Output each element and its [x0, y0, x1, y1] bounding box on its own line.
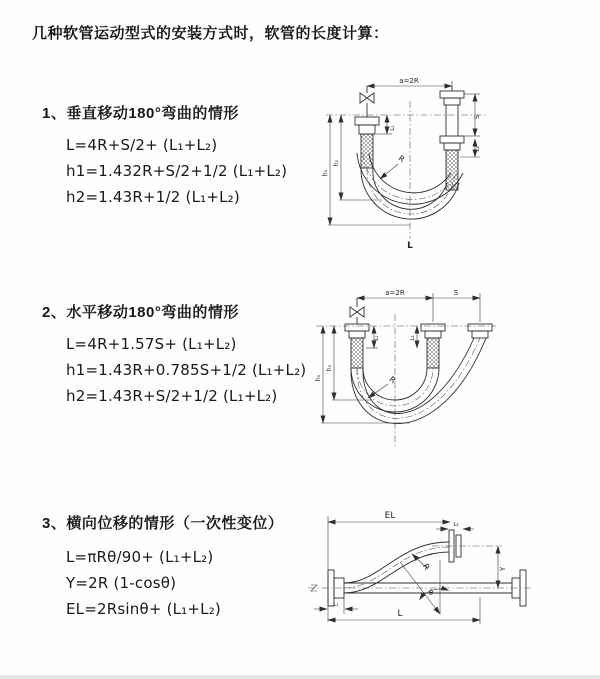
valve-icon: [360, 93, 374, 103]
radius-label: R: [387, 374, 398, 386]
section-lateral-displacement: [42, 512, 332, 622]
dim-label-h1: h₁: [315, 374, 322, 382]
valve-icon: [350, 307, 364, 317]
hose-u-position2: [351, 338, 486, 424]
right-pipe-flanges: [440, 86, 464, 190]
section-horizontal-180: [42, 301, 332, 409]
dim-label-h2: h₂: [326, 364, 333, 372]
radius-arrow: [368, 384, 388, 398]
section-vertical-180: [42, 102, 332, 210]
left-pipe-flange: [345, 324, 369, 368]
lateral-displacement-drawing: [300, 502, 600, 642]
horizontal-bend-drawing: [310, 286, 600, 454]
formula-L: L=4R+1.57S+ (L₁+L₂): [66, 335, 237, 353]
formula-L: L=4R+S/2+ (L₁+L₂): [66, 136, 218, 154]
dim-label-l1: L₁: [333, 602, 339, 608]
middle-pipe-flange: [421, 324, 445, 368]
dim-label-el: EL: [384, 511, 396, 521]
braided-hose-left: [351, 338, 363, 368]
s-curve-hose: [344, 542, 449, 593]
formula-EL: EL=2Rsinθ+ (L₁+L₂): [66, 600, 221, 618]
lateral-displacement-diagram: [300, 502, 600, 642]
vertical-bend-diagram: [310, 73, 600, 253]
horizontal-bend-diagram: [310, 286, 600, 454]
radius-label: R: [396, 153, 407, 165]
dim-label-l2: L₂: [410, 335, 416, 341]
dim-label-l2: L₂: [475, 146, 481, 152]
braided-hose-middle: [427, 338, 439, 368]
dim-label-span: a=2R: [399, 77, 419, 85]
length-label: L: [397, 609, 403, 619]
formula-h1: h1=1.43R+0.785S+1/2 (L₁+L₂): [66, 361, 307, 379]
section-3-heading: 3、横向位移的情形（一次性变位）: [42, 515, 284, 532]
formula-h1: h1=1.432R+S/2+1/2 (L₁+L₂): [66, 162, 288, 180]
formula-Y: Y=2R (1-cosθ): [66, 574, 177, 592]
dim-label-s: S: [453, 289, 459, 297]
length-label: L: [407, 241, 413, 251]
dim-label-h1: h₁: [322, 169, 329, 177]
dim-label-s: S: [473, 114, 481, 120]
radius-label: R: [420, 562, 432, 572]
formula-L: L=πRθ/90+ (L₁+L₂): [66, 548, 214, 566]
dim-label-l2: L₂: [453, 522, 459, 528]
formula-h2: h2=1.43R+S/2+1/2 (L₁+L₂): [66, 387, 278, 405]
dim-label-y: Y: [499, 566, 507, 572]
dim-label-l1: L₁: [374, 335, 380, 341]
dim-label-l1: L₁: [390, 125, 396, 131]
angle-label: θ: [428, 589, 434, 597]
section-1-heading: 1、垂直移动180°弯曲的情形: [42, 105, 239, 122]
dim-label-h2: h₂: [333, 159, 340, 167]
dim-label-span: a=2R: [385, 289, 405, 297]
page-title: 几种软管运动型式的安装方式时，软管的长度计算：: [32, 25, 389, 42]
vertical-bend-drawing: [310, 73, 600, 253]
left-pipe-flange: [355, 117, 379, 168]
formula-h2: h2=1.43R+1/2 (L₁+L₂): [66, 188, 240, 206]
section-2-heading: 2、水平移动180°弯曲的情形: [42, 304, 239, 321]
radius-arrow: [380, 164, 398, 179]
